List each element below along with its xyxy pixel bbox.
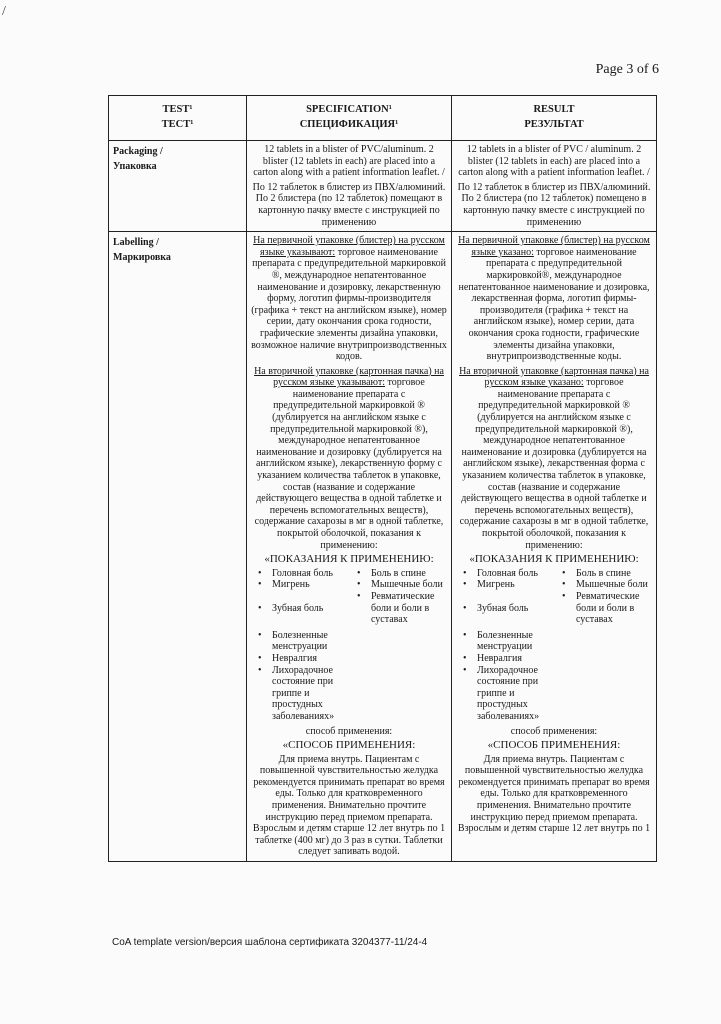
method-caption: «СПОСОБ ПРИМЕНЕНИЯ:: [282, 739, 416, 752]
indications-list: • Болезненные менструации • Невралгия • Лихорадочное состояние при гриппе и простудных заболеваниях»: [251, 630, 348, 723]
labelling-test-name: Labelling / Маркировка: [109, 232, 247, 862]
packaging-test-name: Packaging / Упаковка: [109, 141, 247, 232]
labelling-result: На первичной упаковке (блистер) на русском языке указано: торговое наименование препарата с предупредительной маркировкой®, международное непатентованное наименование и дозировка, лекарственная форма, логотип фирмы-производителя (графика + текст на английском языке), номер серии, дата окончания срока годности, графические элементы дизайна упаковки, внутрипроизводственные коды. На вторичной упаковке (картонная пачка) на русском языке указано: торговое наименование препарата с предупредительной маркировкой ® (дублируется на английском языке с предупредительной маркировкой ®), международное непатентованное наименование и дозировка (дублируется на английском языке), лекарственная форма с указанием количества таблеток в упаковке, состав (название и содержание действующего вещества в одной таблетке и перечень вспомогательных веществ), содержание сахарозы в мг в одной таблетке, покрытой оболочкой, показания к применению: «ПОКАЗАНИЯ К ПРИМЕНЕНИЮ: • Головная боль • Мигрень • Зубная боль • Боль в спине • Мышечные боли • Ревматические боли и боли в суставах • Болезненные менструации • Невралгия • Лихорадочное состояние при гриппе и простудных заболеваниях» способ применения: «СПОСОБ ПРИМЕНЕНИЯ: Для приема внутрь. Пациентам с повышенной чувствительностью желудка рекомендуется принимать препарат во время еды. Только для кратковременного применения. Внимательно прочтите инструкцию перед приемом препарата. Взрослым и детям старше 12 лет внутрь по 1: [452, 232, 657, 862]
method-caption: «СПОСОБ ПРИМЕНЕНИЯ:: [487, 739, 621, 752]
table-header-row: [109, 96, 657, 141]
header-specification: SPECIFICATION¹ СПЕЦИФИКАЦИЯ¹: [247, 96, 452, 141]
indications-caption: «ПОКАЗАНИЯ К ПРИМЕНЕНИЮ:: [469, 553, 639, 566]
table-row-labelling: [109, 232, 657, 862]
indications-list: • Болезненные менструации • Невралгия • Лихорадочное состояние при гриппе и простудных заболеваниях»: [456, 630, 553, 723]
packaging-result: 12 tablets in a blister of PVC / aluminum. 2 blister (12 tablets in each) are placed into a carton along with a patient information leaflet. / По 12 таблеток в блистер из ПВХ/алюминий. По 2 блистера (по 12 таблеток) помещено в картонную пачку вместе с инструкцией по применению: [452, 141, 657, 232]
indications-caption: «ПОКАЗАНИЯ К ПРИМЕНЕНИЮ:: [264, 553, 434, 566]
table-row-packaging: [109, 141, 657, 232]
page-number: Page 3 of 6: [595, 62, 659, 77]
labelling-spec: На первичной упаковке (блистер) на русском языке указывают: торговое наименование препарата с предупредительной маркировкой ®, международное непатентованное наименование и дозировку, лекарственную форму, логотип фирмы-производителя (графика + текст на английском языке), номер серии, дату окончания срока годности, графические элементы дизайна упаковки, возможное наличие внутрипроизводственных кодов. На вторичной упаковке (картонная пачка) на русском языке указывают: торговое наименование препарата с предупредительной маркировкой ® (дублируется на английском языке с предупредительной маркировкой ®), международное непатентованное наименование и дозировку (дублируется на английском языке), лекарственную форму с указанием количества таблеток в упаковке, состав (название и содержание действующего вещества в одной таблетке и перечень вспомогательных веществ), содержание сахарозы в мг в одной таблетке, покрытой оболочкой, показания к применению: «ПОКАЗАНИЯ К ПРИМЕНЕНИЮ: • Головная боль • Мигрень • Зубная боль • Боль в спине • Мышечные боли • Ревматические боли и боли в суставах • Болезненные менструации • Невралгия • Лихорадочное состояние при гриппе и простудных заболеваниях» способ применения: «СПОСОБ ПРИМЕНЕНИЯ: Для приема внутрь. Пациентам с повышенной чувствительностью желудка рекомендуется принимать препарат во время еды. Только для кратковременного применения. Внимательно прочтите инструкцию перед приемом препарата. Взрослым и детям старше 12 лет внутрь по 1 таблетке (400 мг) до 3 раз в сутки. Таблетки следует запивать водой.: [247, 232, 452, 862]
header-test: TEST¹ ТЕСТ¹: [109, 96, 247, 141]
corner-mark: /: [2, 4, 6, 19]
specification-table: [108, 95, 657, 862]
indications-grid: • Головная боль • Мигрень • Зубная боль • Боль в спине • Мышечные боли • Ревматические боли и боли в суставах: [251, 568, 447, 626]
indications-grid: • Головная боль • Мигрень • Зубная боль • Боль в спине • Мышечные боли • Ревматические боли и боли в суставах: [456, 568, 652, 626]
header-result: RESULT РЕЗУЛЬТАТ: [452, 96, 657, 141]
packaging-spec: 12 tablets in a blister of PVC/aluminum. 2 blister (12 tablets in each) are placed into a carton along with a patient information leaflet. / По 12 таблеток в блистер из ПВХ/алюминий. По 2 блистера (по 12 таблеток) помещают в картонную пачку вместе с инструкцией по применению: [247, 141, 452, 232]
footer-template-version: CoA template version/версия шаблона сертификата 3204377-11/24-4: [112, 937, 428, 948]
